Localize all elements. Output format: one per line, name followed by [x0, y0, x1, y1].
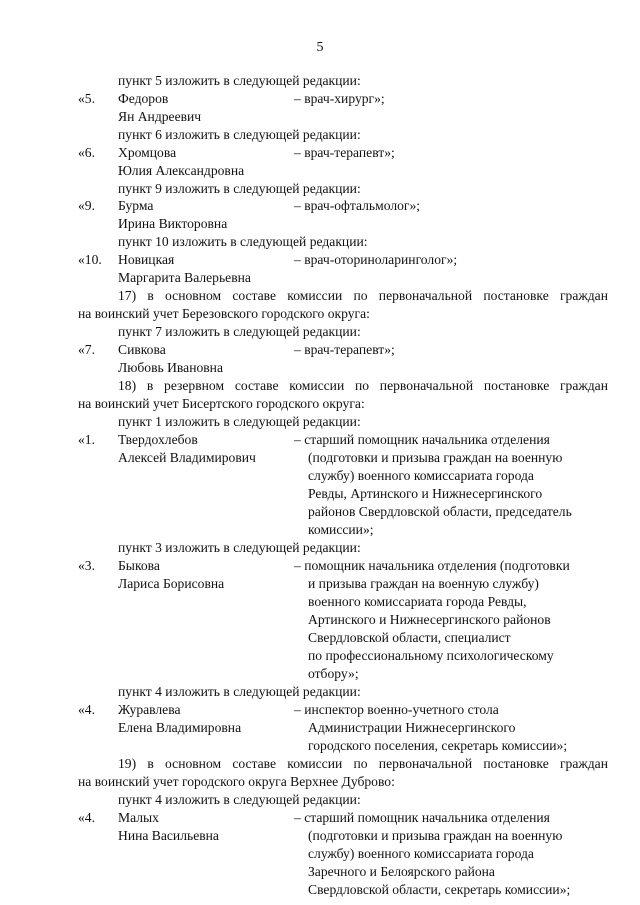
text-line: Малых	[118, 810, 159, 825]
text-line: – врач-оториноларинголог»;	[294, 252, 458, 267]
text-line: – врач-терапевт»;	[294, 145, 395, 160]
text-line: Алексей Владимирович	[118, 450, 256, 465]
text-line: пункт 9 изложить в следующей редакции:	[118, 181, 361, 196]
text-line: Маргарита Валерьевна	[118, 270, 251, 285]
text-line: Заречного и Белоярского района	[308, 864, 495, 879]
text-line: – врач-офтальмолог»;	[294, 198, 421, 213]
text-line: пункт 4 изложить в следующей редакции:	[118, 792, 361, 807]
text-line: пункт 4 изложить в следующей редакции:	[118, 684, 361, 699]
text-line: «4.	[78, 702, 95, 717]
text-line: Администрации Нижнесергинского	[308, 720, 516, 735]
text-line: пункт 3 изложить в следующей редакции:	[118, 540, 361, 555]
text-line: по профессиональному психологическому	[308, 648, 554, 663]
text-line: «6.	[78, 145, 95, 160]
text-line: Ирина Викторовна	[118, 216, 228, 231]
text-line: (подготовки и призыва граждан на военную	[308, 450, 563, 465]
text-line: Нина Васильевна	[118, 828, 219, 843]
page-number: 5	[316, 40, 324, 55]
text-line: Елена Владимировна	[118, 720, 242, 735]
text-line: Федоров	[118, 91, 169, 106]
text-line: на воинский учет Бисертского городского округа:	[78, 396, 365, 411]
text-line: Хромцова	[118, 145, 177, 160]
text-line: и призыва граждан на военную службу)	[308, 576, 539, 591]
text-line: пункт 5 изложить в следующей редакции:	[118, 73, 361, 88]
text-line: «1.	[78, 432, 95, 447]
text-line: на воинский учет городского округа Верхнее Дуброво:	[78, 774, 395, 789]
text-line: – врач-хирург»;	[294, 91, 385, 106]
text-line: пункт 1 изложить в следующей редакции:	[118, 414, 361, 429]
text-line: Твердохлебов	[118, 432, 198, 447]
text-line: Любовь Ивановна	[118, 360, 223, 375]
text-line: Свердловской области, секретарь комиссии»;	[308, 882, 571, 897]
text-line: – инспектор военно-учетного стола	[294, 702, 499, 717]
text-line: Ян Андреевич	[118, 109, 202, 124]
text-line: пункт 7 изложить в следующей редакции:	[118, 324, 361, 339]
text-line: Ревды, Артинского и Нижнесергинского	[308, 486, 543, 501]
text-line: Лариса Борисовна	[118, 576, 225, 591]
text-line: отбору»;	[308, 666, 359, 681]
text-line: 19) в основном составе комиссии по первоначальной постановке граждан	[118, 756, 608, 771]
text-line: «9.	[78, 198, 95, 213]
text-line: Бурма	[118, 198, 154, 213]
text-line: «4.	[78, 810, 95, 825]
text-line: Юлия Александровна	[118, 163, 245, 178]
text-line: «7.	[78, 342, 95, 357]
text-line: Артинского и Нижнесергинского районов	[308, 612, 551, 627]
text-line: на воинский учет Березовского городского округа:	[78, 306, 370, 321]
text-line: районов Свердловской области, председатель	[308, 504, 572, 519]
text-line: 17) в основном составе комиссии по первоначальной постановке граждан	[118, 288, 608, 303]
text-line: военного комиссариата города Ревды,	[308, 594, 527, 609]
text-line: – помощник начальника отделения (подготовки	[294, 558, 570, 573]
text-line: городского поселения, секретарь комиссии»;	[308, 738, 568, 753]
text-line: (подготовки и призыва граждан на военную	[308, 828, 563, 843]
text-line: «3.	[78, 558, 95, 573]
text-line: Свердловской области, специалист	[308, 630, 511, 645]
text-line: комиссии»;	[308, 522, 374, 537]
text-line: Новицкая	[118, 252, 175, 267]
text-line: – врач-терапевт»;	[294, 342, 395, 357]
text-line: службу) военного комиссариата города	[308, 846, 534, 861]
text-line: – старший помощник начальника отделения	[294, 432, 550, 447]
text-line: Быкова	[118, 558, 160, 573]
text-line: – старший помощник начальника отделения	[294, 810, 550, 825]
text-line: «10.	[78, 252, 102, 267]
text-line: службу) военного комиссариата города	[308, 468, 534, 483]
text-line: Журавлева	[118, 702, 181, 717]
text-line: пункт 6 изложить в следующей редакции:	[118, 127, 361, 142]
text-line: пункт 10 изложить в следующей редакции:	[118, 234, 368, 249]
text-line: Сивкова	[118, 342, 166, 357]
text-line: «5.	[78, 91, 95, 106]
text-line: 18) в резервном составе комиссии по первоначальной постановке граждан	[118, 378, 608, 393]
